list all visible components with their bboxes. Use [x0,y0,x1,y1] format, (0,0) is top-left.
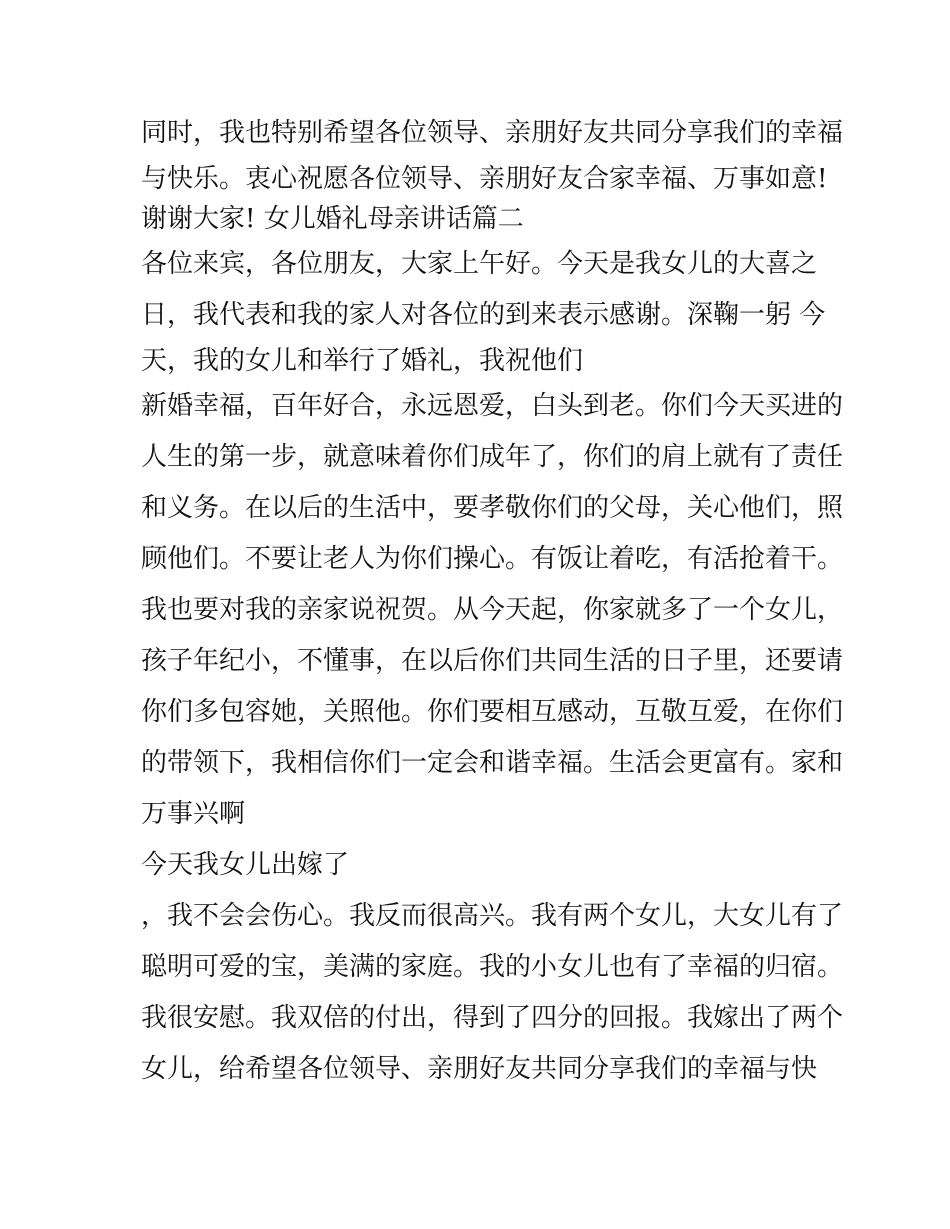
text-line: 与快乐。衷心祝愿各位领导、亲朋好友合家幸福、万事如意! [141,164,828,194]
text-line: 的带领下，我相信你们一定会和谐幸福。生活会更富有。家和 [141,748,844,778]
text-line: 万事兴啊 [141,799,246,829]
text-line: 聪明可爱的宝，美满的家庭。我的小女儿也有了幸福的归宿。 [141,952,844,982]
section-heading: 谢谢大家! 女儿婚礼母亲讲话篇二 [141,204,524,234]
text-line: 各位来宾，各位朋友，大家上午好。今天是我女儿的大喜之 [141,249,818,279]
text-line: 顾他们。不要让老人为你们操心。有饭让着吃，有活抢着干。 [141,544,844,574]
text-line: 新婚幸福，百年好合，永远恩爱，白头到老。你们今天买进的 [141,391,844,421]
text-line: 同时，我也特别希望各位领导、亲朋好友共同分享我们的幸福 [141,118,844,148]
text-line: 女儿，给希望各位领导、亲朋好友共同分享我们的幸福与快 [141,1054,818,1084]
text-line: 我也要对我的亲家说祝贺。从今天起，你家就多了一个女儿， [141,595,844,625]
text-line: 日，我代表和我的家人对各位的到来表示感谢。深鞠一躬 今 [141,300,826,330]
text-line: 孩子年纪小，不懂事，在以后你们共同生活的日子里，还要请 [141,646,844,676]
text-line: 人生的第一步，就意味着你们成年了，你们的肩上就有了责任 [141,442,844,472]
text-line: 天，我的女儿和举行了婚礼，我祝他们 [141,346,584,376]
document-body [141,108,844,1095]
text-line: 你们多包容她，关照他。你们要相互感动，互敬互爱，在你们 [141,697,844,727]
text-line: 和义务。在以后的生活中，要孝敬你们的父母，关心他们，照 [141,493,844,523]
text-line: ，我不会会伤心。我反而很高兴。我有两个女儿，大女儿有了 [141,901,844,931]
text-line: 我很安慰。我双倍的付出，得到了四分的回报。我嫁出了两个 [141,1003,844,1033]
text-line: 今天我女儿出嫁了 [141,850,350,880]
